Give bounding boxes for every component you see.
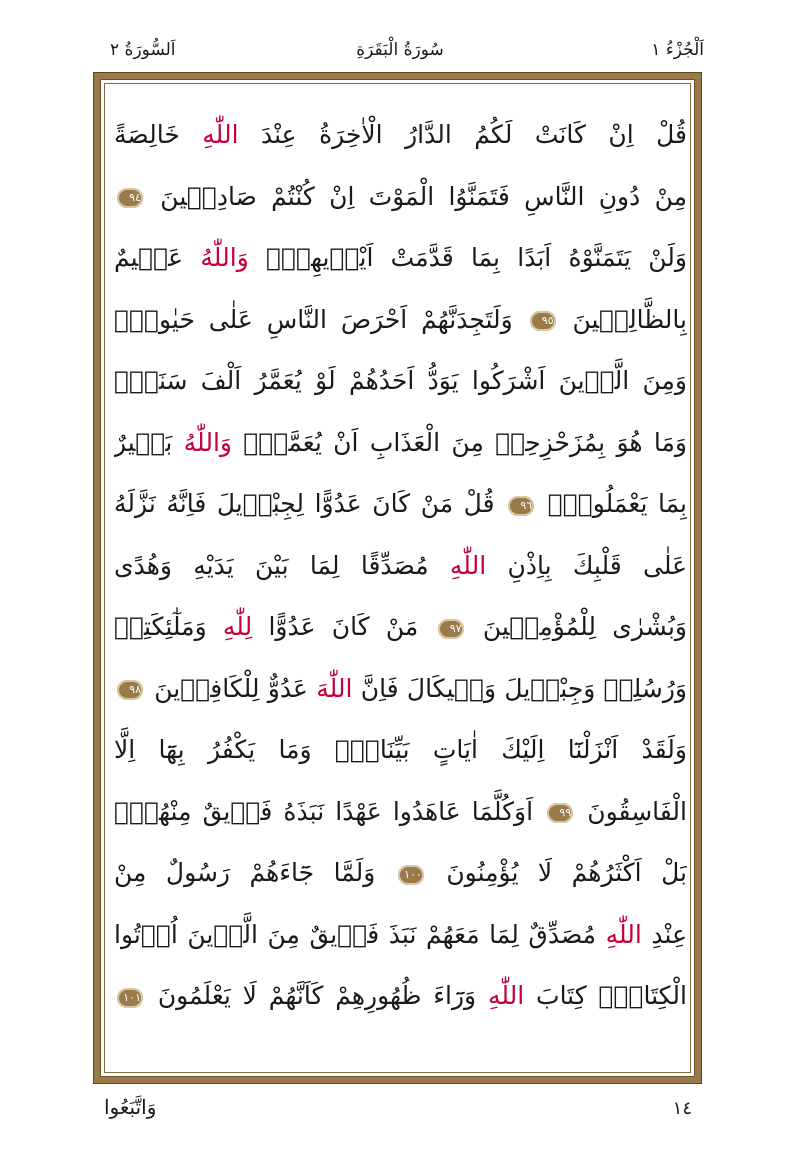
ayah-marker: ٩٧: [438, 619, 464, 639]
divine-name: لِلّٰهِ: [222, 612, 253, 641]
verse-line: [114, 781, 687, 843]
ayah-marker: ١٠٠: [398, 865, 424, 885]
verse-line: [114, 166, 687, 228]
verse-text: عِنْدِ: [641, 919, 687, 949]
verse-text: مُصَدِّقٌ لِمَا مَعَهُمْ نَبَذَ فَرٖيقٌ مِنَ الَّذٖينَ اُو۫تُوا: [114, 919, 606, 949]
verse-text: اَوَكُلَّمَا عَاهَدُوا عَهْدًا نَبَذَهُ فَرٖيقٌ مِنْهُمْۜ: [114, 796, 545, 826]
page-number: ١٤: [672, 1098, 692, 1119]
verse-lines: [114, 104, 687, 1027]
ayah-marker: ٩٦: [508, 496, 534, 516]
verse-line: [114, 289, 687, 351]
verse-line: [114, 350, 687, 412]
verse-line: [114, 596, 687, 658]
verse-text: وَمَا هُوَ بِمُزَحْزِحِهٖ مِنَ الْعَذَابِ اَنْ يُعَمَّرَۜ: [231, 427, 687, 457]
verse-text: خَالِصَةً: [114, 120, 203, 149]
divine-name: اللّٰهِ: [605, 919, 642, 949]
verse-line: [114, 904, 687, 966]
verse-text: مَنْ كَانَ عَدُوًّا: [252, 612, 435, 641]
verse-line: [114, 412, 687, 474]
verse-text: عَلٰى قَلْبِكَ بِاِذْنِ: [486, 550, 687, 580]
verse-text: بِمَا يَعْمَلُونَ۟: [537, 489, 687, 518]
verse-text: وَلَمَّا جَٓاءَهُمْ رَسُولٌ مِنْ: [114, 858, 395, 887]
ayah-marker: ٩٤: [117, 188, 143, 208]
ayah-marker: ١٠١: [117, 988, 143, 1008]
ayah-marker: ٩٨: [117, 680, 143, 700]
verse-line: [114, 965, 687, 1027]
verse-text: وَمَلٰٓئِكَتِهٖ: [114, 612, 223, 641]
verse-text: مِنْ دُونِ النَّاسِ فَتَمَنَّوُا الْمَوْتَ اِنْ كُنْتُمْ صَادِقٖينَ: [146, 181, 687, 211]
verse-line: [114, 842, 687, 904]
verse-text: قُلْ اِنْ كَانَتْ لَكُمُ الدَّارُ الْاٰخِرَةُ عِنْدَ: [238, 120, 687, 149]
verse-text: قُلْ مَنْ كَانَ عَدُوًّا لِجِبْرٖيلَ فَاِنَّهُ نَزَّلَهُ: [114, 489, 506, 518]
verse-line: [114, 719, 687, 781]
divine-name: اللّٰهِ: [449, 550, 487, 580]
verse-text: عَدُوٌّ لِلْكَافِرٖينَ: [146, 673, 317, 703]
verse-line: [114, 227, 687, 289]
verse-line: [114, 473, 687, 535]
ayah-marker: ٩٩: [547, 803, 573, 823]
verse-text: بِالظَّالِمٖينَ: [558, 304, 687, 334]
verse-text: مُصَدِّقًا لِمَا بَيْنَ يَدَيْهِ وَهُدًى: [114, 550, 450, 580]
surah-number: اَلسُّورَةُ ٢: [110, 40, 176, 60]
divine-name: وَاللّٰهُ: [183, 427, 232, 457]
verse-text: وَبُشْرٰى لِلْمُؤْمِنٖينَ: [466, 612, 687, 641]
ayah-marker: ٩٥: [530, 311, 556, 331]
verse-text: وَلَنْ يَتَمَنَّوْهُ اَبَدًا بِمَا قَدَّمَتْ اَيْدٖيهِمْۜ: [248, 243, 687, 272]
verse-text: وَرُسُلِهٖ وَجِبْرٖيلَ وَمٖيكَالَ فَاِنَّ: [352, 673, 687, 703]
verse-text: بَلْ اَكْثَرُهُمْ لَا يُؤْمِنُونَ: [426, 858, 687, 887]
verse-text: وَرَٓاءَ ظُهُورِهِمْ كَاَنَّهُمْ لَا يَعْلَمُونَ: [146, 981, 488, 1010]
surah-title: سُورَةُ الْبَقَرَةِ: [356, 40, 444, 60]
verse-text: وَلَقَدْ اَنْزَلْنَٓا اِلَيْكَ اٰيَاتٍ بَيِّنَاتٍۚ وَمَا يَكْفُرُ بِهَٓا اِلَّا: [114, 735, 687, 764]
verse-text: الْكِتَابَۙ كِتَابَ: [524, 981, 687, 1010]
divine-name: اللّٰهِ: [487, 981, 525, 1010]
verse-text: بَصٖيرٌ: [114, 427, 184, 457]
divine-name: اللّٰهَ: [316, 673, 353, 703]
verse-text: وَلَتَجِدَنَّهُمْ اَحْرَصَ النَّاسِ عَلٰى حَيٰوةٍۚ: [114, 304, 527, 334]
divine-name: وَاللّٰهُ: [200, 243, 249, 272]
verse-text: عَلٖيمٌ: [114, 243, 201, 272]
juz-label: اَلْجُزْءُ ١: [651, 40, 704, 60]
verse-line: [114, 535, 687, 597]
verse-line: [114, 104, 687, 166]
divine-name: اللّٰهِ: [202, 120, 239, 149]
catchword: وَاتَّبَعُوا: [104, 1095, 157, 1119]
verse-text: وَمِنَ الَّذٖينَ اَشْرَكُوا يَوَدُّ اَحَدُهُمْ لَوْ يُعَمَّرُ اَلْفَ سَنَةٍۚ: [114, 366, 687, 395]
verse-line: [114, 658, 687, 720]
verse-text: الْفَاسِقُونَ: [576, 796, 687, 826]
